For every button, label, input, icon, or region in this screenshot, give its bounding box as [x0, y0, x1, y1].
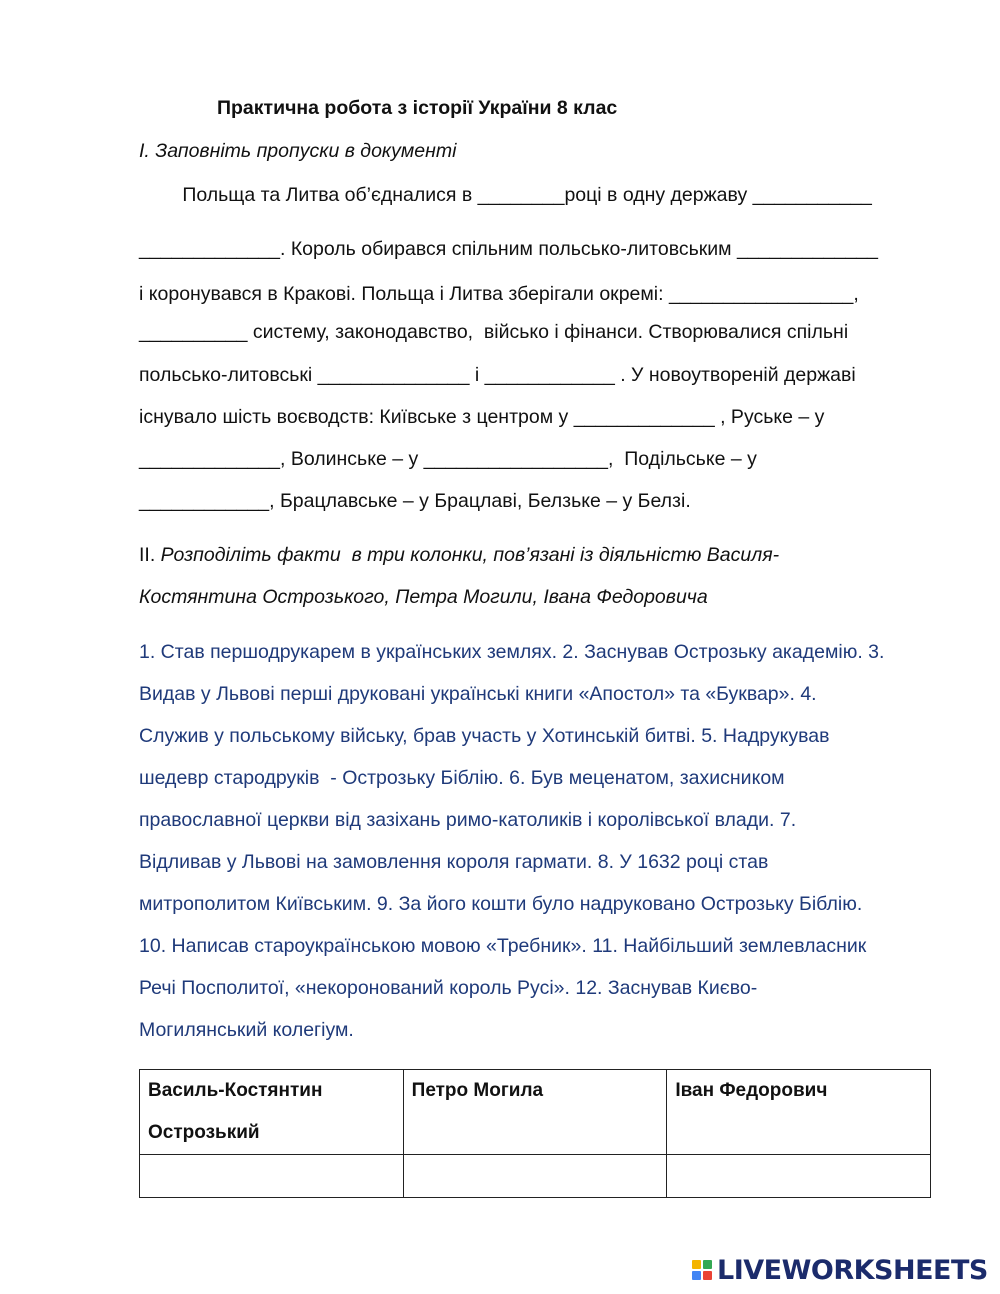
logo-block-4	[703, 1271, 712, 1280]
facts-table	[139, 1069, 931, 1198]
column-ostrozky-line-2: Острозький	[148, 1122, 260, 1143]
column-mohyla-header: Петро Могила	[403, 1070, 667, 1155]
logo-block-2	[703, 1260, 712, 1269]
task2-heading: Розподіліть факти в три колонки, пов’язані із діяльністю Василя-	[160, 544, 780, 566]
facts-line-7: митрополитом Київським. 9. За його кошти було надруковано Острозьку Біблію.	[139, 893, 863, 915]
answer-cell-mohyla[interactable]	[403, 1155, 667, 1198]
logo-text: LIVEWORKSHEETS	[717, 1254, 988, 1286]
table-answer-row	[140, 1155, 931, 1198]
task1-line-4: __________ систему, законодавство, військо і фінанси. Створювалися спільні	[139, 321, 849, 343]
task1-line-8: ____________, Брацлавське – у Брацлаві, Белзьке – у Белзі.	[139, 490, 691, 512]
facts-line-5: православної церкви від зазіхань римо-католиків і королівської влади. 7.	[139, 809, 797, 831]
table-header-row	[140, 1070, 931, 1155]
column-ostrozky-line-1: Василь-Костянтин	[148, 1080, 323, 1101]
task1-line-6: існувало шість воєводств: Київське з центром у _____________ , Руське – у	[139, 406, 825, 428]
facts-line-9: Речі Посполитої, «некоронований король Русі». 12. Заснував Києво-	[139, 977, 758, 999]
page-title: Практична робота з історії України 8 клас	[217, 97, 618, 119]
answer-cell-fedorovych[interactable]	[667, 1155, 931, 1198]
facts-line-2: Видав у Львові перші друковані українські книги «Апостол» та «Буквар». 4.	[139, 683, 817, 705]
task1-heading: І. Заповніть пропуски в документі	[139, 140, 457, 162]
column-ostrozky-header	[140, 1070, 404, 1155]
task1-line-2: _____________. Король обирався спільним польсько-литовським _____________	[139, 238, 878, 260]
task1-line-3: і коронувався в Кракові. Польща і Литва зберігали окремі: _________________,	[139, 283, 859, 305]
facts-line-3: Служив у польському війську, брав участь у Хотинській битві. 5. Надрукував	[139, 725, 830, 747]
logo-block-1	[692, 1260, 701, 1269]
logo-block-3	[692, 1271, 701, 1280]
facts-line-4: шедевр стародруків - Острозьку Біблію. 6. Був меценатом, захисником	[139, 767, 785, 789]
facts-line-8: 10. Написав староукраїнською мовою «Требник». 11. Найбільший землевласник	[139, 935, 867, 957]
facts-line-10: Могилянський колегіум.	[139, 1019, 354, 1041]
facts-line-6: Відливав у Львові на замовлення короля гармати. 8. У 1632 році став	[139, 851, 769, 873]
column-fedorovych-header: Іван Федорович	[667, 1070, 931, 1155]
liveworksheets-logo	[692, 1255, 988, 1285]
answer-cell-ostrozky[interactable]	[140, 1155, 404, 1198]
task2-number: ІІ.	[139, 544, 161, 566]
task2-heading-line-2: Костянтина Острозького, Петра Могили, Івана Федоровича	[139, 586, 708, 608]
facts-line-1: 1. Став першодрукарем в українських землях. 2. Заснував Острозьку академію. 3.	[139, 641, 885, 663]
task1-line-5: польсько-литовські ______________ і ____________ . У новоутвореній державі	[139, 364, 856, 386]
task2-heading-line-1	[139, 543, 779, 567]
logo-blocks-icon	[692, 1260, 712, 1280]
task1-line-7: _____________, Волинське – у _________________, Подільське – у	[139, 448, 757, 470]
task1-line-1: Польща та Литва об’єдналися в ________році в одну державу ___________	[139, 184, 872, 206]
